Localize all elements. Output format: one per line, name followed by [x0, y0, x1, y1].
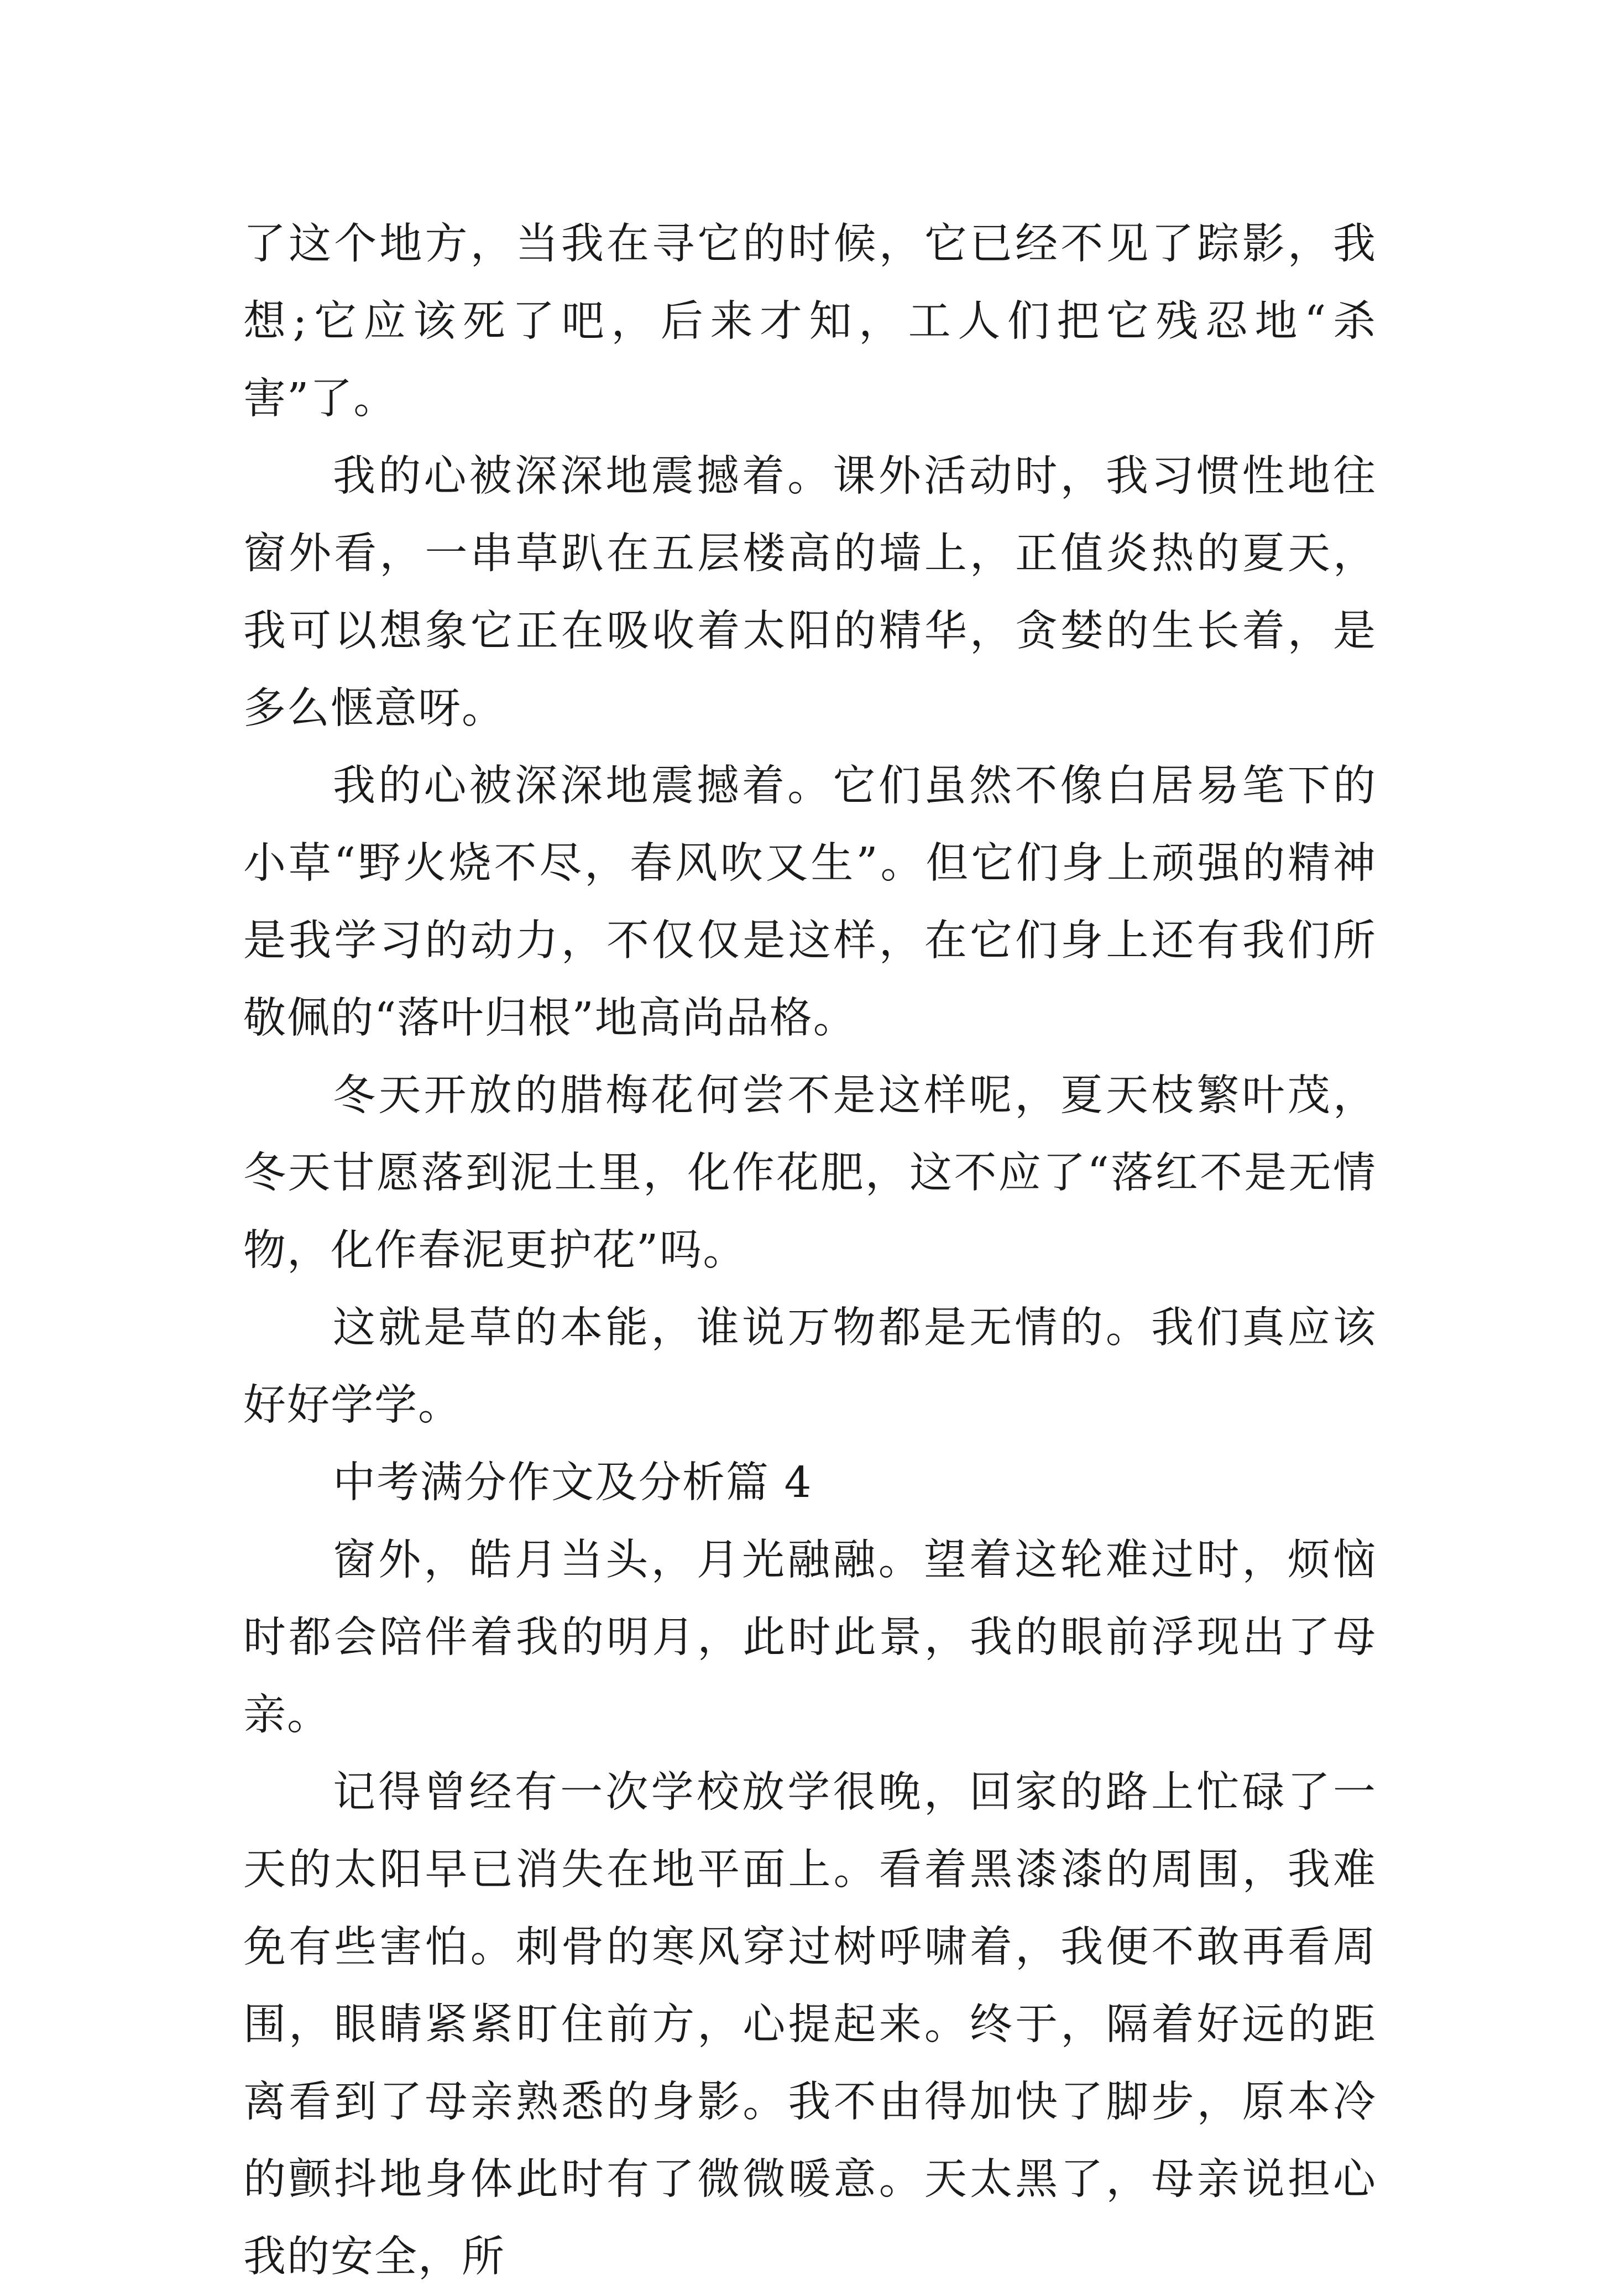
paragraph-6: 窗外，皓月当头，月光融融。望着这轮难过时，烦恼时都会陪伴着我的明月，此时此景，我的眼前浮现出了母亲。	[243, 1536, 1377, 1740]
paragraph-3: 我的心被深深地震撼着。它们虽然不像白居易笔下的小草“野火烧不尽，春风吹又生”。但它们身上顽强的精神是我学习的动力，不仅仅是这样，在它们身上还有我们所敬佩的“落叶归根”地高尚品格。	[243, 761, 1377, 1043]
document-body	[243, 206, 1377, 2296]
paragraph-2: 我的心被深深地震撼着。课外活动时，我习惯性地往窗外看，一串草趴在五层楼高的墙上，正值炎热的夏天，我可以想象它正在吸收着太阳的精华，贪婪的生长着，是多么惬意呀。	[243, 452, 1377, 733]
paragraph-4: 冬天开放的腊梅花何尝不是这样呢，夏天枝繁叶茂，冬天甘愿落到泥土里，化作花肥，这不应了“落红不是无情物，化作春泥更护花”吗。	[243, 1071, 1377, 1275]
paragraph-5: 这就是草的本能，谁说万物都是无情的。我们真应该好好学学。	[243, 1303, 1377, 1430]
paragraph-1: 了这个地方，当我在寻它的时候，它已经不见了踪影，我想;它应该死了吧，后来才知，工人们把它残忍地“杀害”了。	[243, 220, 1377, 424]
paragraph-7: 记得曾经有一次学校放学很晚，回家的路上忙碌了一天的太阳早已消失在地平面上。看着黑漆漆的周围，我难免有些害怕。刺骨的寒风穿过树呼啸着，我便不敢再看周围，眼睛紧紧盯住前方，心提起来。终于，隔着好远的距离看到了母亲熟悉的身影。我不由得加快了脚步，原本冷的颤抖地身体此时有了微微暖意。天太黑了，母亲说担心我的安全，所	[243, 1768, 1377, 2282]
section-heading: 中考满分作文及分析篇 4	[333, 1458, 813, 1507]
